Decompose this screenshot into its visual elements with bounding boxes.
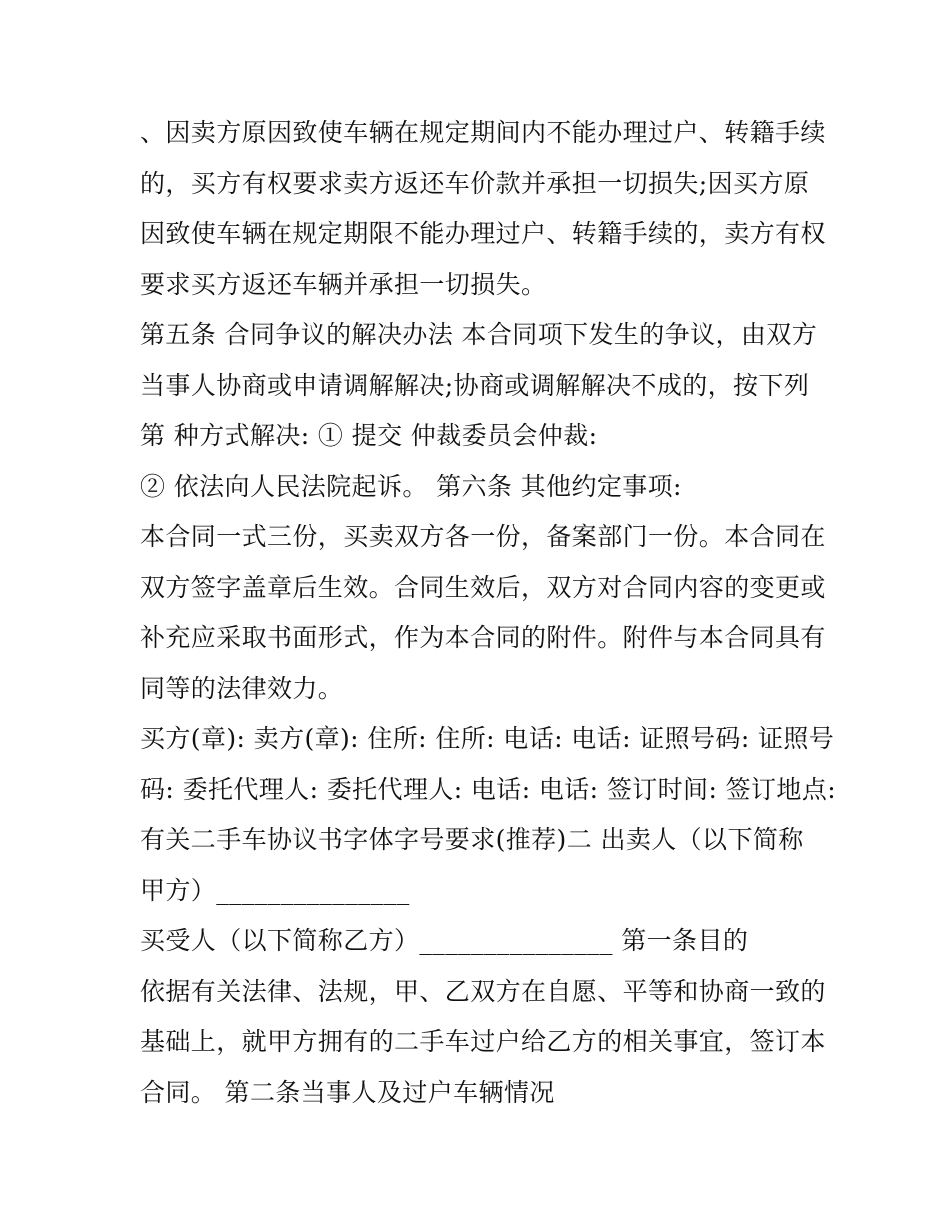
text-line: 码: 委托代理人: 委托代理人: 电话: 电话: 签订时间: 签订地点: (140, 774, 837, 804)
text-line: 、因卖方原因致使车辆在规定期间内不能办理过户、转籍手续 (140, 118, 826, 147)
text-line: 第 种方式解决: ① 提交 仲裁委员会仲裁: (140, 421, 598, 450)
text-line: 买方(章): 卖方(章): 住所: 住所: 电话: 电话: 证照号码: 证照号 (140, 724, 835, 753)
text-line: 当事人协商或申请调解解决;协商或调解解决不成的，按下列 (140, 370, 810, 400)
text-line: 甲方）_______________ (140, 875, 410, 905)
text-line: 买受人（以下简称乙方）_______________ 第一条目的 (140, 926, 749, 955)
text-line: 第五条 合同争议的解决办法 本合同项下发生的争议，由双方 (140, 320, 818, 349)
text-line: 有关二手车协议书字体字号要求(推荐)二 出卖人（以下简称 (140, 825, 804, 854)
text-line: 基础上，就甲方拥有的二手车过户给乙方的相关事宜，签订本 (140, 1027, 826, 1056)
text-line: 因致使车辆在规定期限不能办理过户、转籍手续的，卖方有权 (140, 219, 826, 248)
text-line: 双方签字盖章后生效。合同生效后，双方对合同内容的变更或 (140, 572, 826, 602)
text-line: 同等的法律效力。 (140, 673, 344, 703)
text-line: 合同。 第二条当事人及过户车辆情况 (140, 1077, 555, 1107)
text-line: 依据有关法律、法规，甲、乙双方在自愿、平等和协商一致的 (140, 976, 826, 1006)
text-line: 补充应采取书面形式，作为本合同的附件。附件与本合同具有 (140, 623, 826, 652)
text-line: 本合同一式三份，买卖双方各一份，备案部门一份。本合同在 (140, 522, 826, 551)
text-line: 要求买方返还车辆并承担一切损失。 (140, 269, 547, 299)
text-line: 的，买方有权要求卖方返还车价款并承担一切损失;因买方原 (140, 168, 810, 198)
document-body (140, 108, 837, 1118)
text-line: ② 依法向人民法院起诉。 第六条 其他约定事项: (140, 471, 682, 501)
